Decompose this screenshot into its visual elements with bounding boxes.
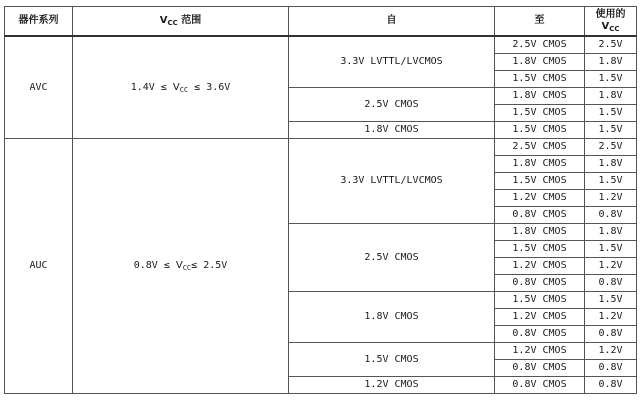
from-level-cell: 1.2V CMOS [289, 377, 495, 394]
to-level-cell: 0.8V CMOS [495, 207, 585, 224]
header-used-vcc-line1: 使用的 [595, 9, 626, 20]
used-vcc-cell: 1.8V [585, 88, 637, 105]
family-name-cell: AUC [5, 139, 73, 394]
range-max: ≤ 2.5V [191, 260, 228, 271]
used-vcc-cell: 2.5V [585, 139, 637, 156]
to-level-cell: 1.5V CMOS [495, 173, 585, 190]
to-level-cell: 1.8V CMOS [495, 88, 585, 105]
header-row [5, 7, 637, 37]
range-min: 0.8V ≤ [133, 260, 176, 271]
used-vcc-cell: 0.8V [585, 207, 637, 224]
header-vcc-subscript: CC [167, 19, 178, 27]
table-body [5, 36, 637, 394]
range-min: 1.4V ≤ [130, 81, 173, 93]
table-row [5, 139, 637, 156]
used-vcc-cell: 1.5V [585, 105, 637, 122]
from-level-cell: 3.3V LVTTL/LVCMOS [289, 36, 495, 88]
header-vcc-suffix: 范围 [177, 15, 202, 26]
to-level-cell: 2.5V CMOS [495, 36, 585, 54]
range-max: ≤ 3.6V [188, 81, 231, 93]
to-level-cell: 1.2V CMOS [495, 343, 585, 360]
used-vcc-cell: 1.5V [585, 173, 637, 190]
table-row [5, 36, 637, 54]
used-vcc-cell: 1.8V [585, 224, 637, 241]
used-vcc-cell: 2.5V [585, 36, 637, 54]
to-level-cell: 1.2V CMOS [495, 258, 585, 275]
to-level-cell: 0.8V CMOS [495, 275, 585, 292]
header-vcc-range [73, 7, 289, 37]
to-level-cell: 1.5V CMOS [495, 71, 585, 88]
used-vcc-cell: 1.2V [585, 258, 637, 275]
header-used-vcc-symbol: V [601, 21, 610, 32]
range-vcc-symbol: V [175, 260, 183, 271]
used-vcc-cell: 1.2V [585, 190, 637, 207]
from-level-cell: 3.3V LVTTL/LVCMOS [289, 139, 495, 224]
to-level-cell: 1.8V CMOS [495, 156, 585, 173]
used-vcc-cell: 0.8V [585, 275, 637, 292]
to-level-cell: 1.2V CMOS [495, 190, 585, 207]
range-vcc-subscript: CC [182, 264, 192, 272]
used-vcc-cell: 1.5V [585, 292, 637, 309]
family-vcc-range-cell [73, 139, 289, 394]
range-vcc-subscript: CC [179, 85, 189, 94]
to-level-cell: 0.8V CMOS [495, 326, 585, 343]
header-used-vcc-line2 [585, 21, 636, 33]
header-used-vcc-subscript: CC [609, 25, 620, 33]
header-used-vcc [585, 7, 637, 37]
header-to: 至 [495, 7, 585, 37]
header-series: 器件系列 [5, 7, 73, 37]
to-level-cell: 1.2V CMOS [495, 309, 585, 326]
table-header [5, 7, 637, 37]
to-level-cell: 1.8V CMOS [495, 54, 585, 71]
to-level-cell: 1.5V CMOS [495, 105, 585, 122]
family-vcc-range-cell [73, 36, 289, 139]
to-level-cell: 1.5V CMOS [495, 292, 585, 309]
to-level-cell: 0.8V CMOS [495, 360, 585, 377]
from-level-cell: 1.8V CMOS [289, 122, 495, 139]
used-vcc-cell: 1.5V [585, 241, 637, 258]
from-level-cell: 2.5V CMOS [289, 224, 495, 292]
to-level-cell: 2.5V CMOS [495, 139, 585, 156]
header-vcc-symbol: V [159, 15, 168, 26]
used-vcc-cell: 1.2V [585, 343, 637, 360]
from-level-cell: 1.5V CMOS [289, 343, 495, 377]
to-level-cell: 1.8V CMOS [495, 224, 585, 241]
range-vcc-symbol: V [172, 81, 180, 93]
to-level-cell: 0.8V CMOS [495, 377, 585, 394]
from-level-cell: 1.8V CMOS [289, 292, 495, 343]
to-level-cell: 1.5V CMOS [495, 122, 585, 139]
used-vcc-cell: 1.5V [585, 71, 637, 88]
used-vcc-cell: 0.8V [585, 360, 637, 377]
header-from: 自 [289, 7, 495, 37]
to-level-cell: 1.5V CMOS [495, 241, 585, 258]
used-vcc-cell: 0.8V [585, 377, 637, 394]
level-translation-table [4, 6, 637, 394]
from-level-cell: 2.5V CMOS [289, 88, 495, 122]
used-vcc-cell: 1.8V [585, 54, 637, 71]
family-name-cell: AVC [5, 36, 73, 139]
used-vcc-cell: 1.5V [585, 122, 637, 139]
used-vcc-cell: 1.2V [585, 309, 637, 326]
used-vcc-cell: 0.8V [585, 326, 637, 343]
used-vcc-cell: 1.8V [585, 156, 637, 173]
